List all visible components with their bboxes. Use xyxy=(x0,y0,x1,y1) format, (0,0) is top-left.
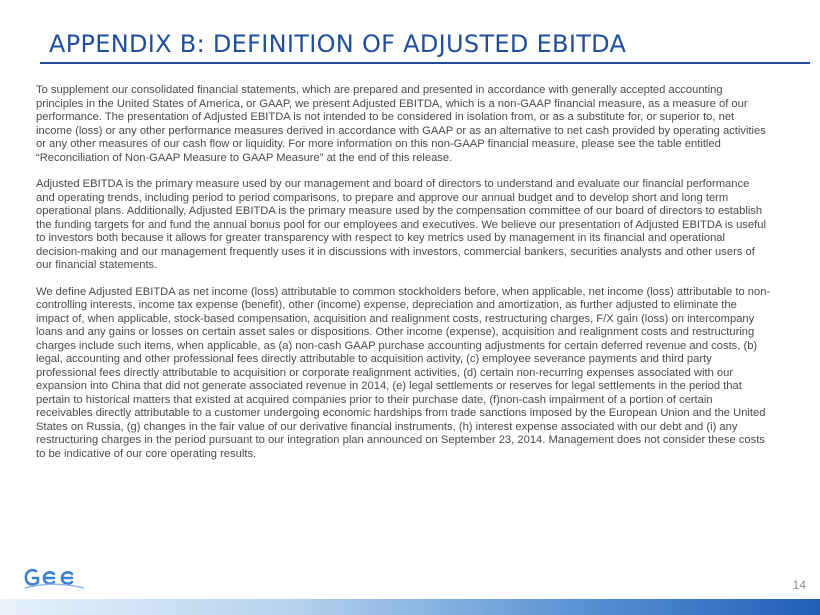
paragraph-primary-measure: Adjusted EBITDA is the primary measure used by our management and board of directors to understand and evaluate our financial performance and operating trends, including period to period comparisons, to prepare and approve our annual budget and to develop short and long term operational plans. Additionally, Adjusted EBITDA is the primary measure used by the compensation committee of our board of directors to establish the funding targets for and fund the annual bonus pool for our employees and executives. We believe our presentation of Adjusted EBITDA is useful to investors both because it allows for greater transparency with respect to key metrics used by management in its financial and operational decision-making and our management frequently uses it in discussions with investors, commercial bankers, securities analysts and other users of our financial statements. xyxy=(36,178,766,271)
page-number: 14 xyxy=(792,578,806,592)
footer-gradient-bar xyxy=(0,599,820,615)
paragraph-supplement: To supplement our consolidated financial statements, which are prepared and presented in accordance with generally accepted accounting principles in the United States of America, or GAAP, we present Adjusted EBITDA, which is a non-GAAP financial measure, as a measure of our performance. The presentation of Adjusted EBITDA is not intended to be considered in isolation from, or as a substitute for, or superior to, net income (loss) or any other performance measures derived in accordance with GAAP or as an alternative to net cash provided by operating activities or any other measures of our cash flow or liquidity. For more information on this non-GAAP financial measure, please see the table entitled “Reconciliation of Non-GAAP Measure to GAAP Measure” at the end of this release. xyxy=(36,84,766,164)
page-title: APPENDIX B: DEFINITION OF ADJUSTED EBITDA xyxy=(49,30,627,58)
title-underline xyxy=(40,62,810,64)
body-text xyxy=(36,84,771,474)
company-logo xyxy=(22,563,90,591)
paragraph-definition: We define Adjusted EBITDA as net income (loss) attributable to common stockholders before, when applicable, net income (loss) attributable to non-controlling interests, income tax expense (benefit), other (income) expense, depreciation and amortization, as further adjusted to eliminate the impact of, when applicable, stock-based compensation, acquisition and realignment costs, restructuring charges, F/X gain (loss) on intercompany loans and any gains or losses on certain asset sales or dispositions. Other income (expense), acquisition and realignment costs and restructuring charges include such items, when applicable, as (a) non-cash GAAP purchase accounting adjustments for certain deferred revenue and costs, (b) legal, accounting and other professional fees directly attributable to acquisition activity, (c) employee severance payments and third party professional fees directly attributable to acquisition or corporate realignment activities, (d) certain non-recurring expenses associated with our expansion into China that did not generate associated revenue in 2014, (e) legal settlements or reserves for legal settlements in the period that pertain to historical matters that existed at acquired companies prior to their purchase date, (f)non-cash impairment of a portion of certain receivables directly attributable to a customer undergoing economic hardships from trade sanctions imposed by the European Union and the United States on Russia, (g) changes in the fair value of our derivative financial instruments, (h) interest expense associated with our debt and (i) any restructuring charges in the period pursuant to our integration plan announced on September 23, 2014. Management does not consider these costs to be indicative of our core operating results. xyxy=(36,285,771,460)
